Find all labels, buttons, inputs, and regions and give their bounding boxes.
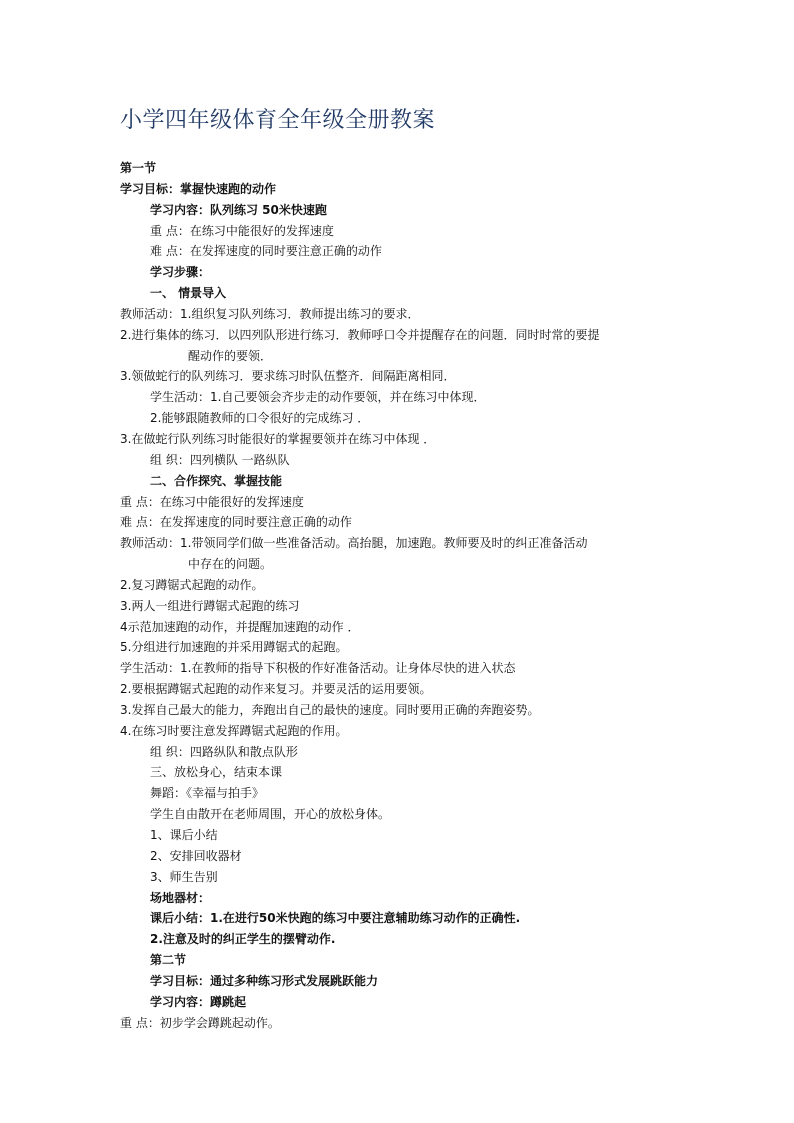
text-line: 2.能够跟随教师的口令很好的完成练习 ．	[150, 411, 370, 426]
text-line: 学生活动：1.自己要领会齐步走的动作要领，并在练习中体现．	[150, 390, 486, 405]
text-line: 教师活动：1.带领同学们做一些准备活动。高抬腿，加速跑。教师要及时的纠正准备活动	[120, 536, 588, 551]
text-line: 学习目标：掌握快速跑的动作	[120, 181, 277, 196]
text-line: 2.进行集体的练习．以四列队形进行练习．教师呼口令并提醒存在的问题．同时时常的要提	[120, 327, 600, 342]
text-line: 难 点：在发挥速度的同时要注意正确的动作	[120, 515, 352, 530]
text-line: 舞蹈：《幸福与拍手》	[150, 786, 265, 801]
text-line: 教师活动：1.组织复习队列练习．教师提出练习的要求．	[120, 306, 420, 321]
text-line: 难 点：在发挥速度的同时要注意正确的动作	[150, 244, 382, 259]
text-line: 3.发挥自己最大的能力，奔跑出自己的最快的速度。同时要用正确的奔跑姿势。	[120, 702, 540, 717]
text-line: 三、放松身心，结束本课	[150, 765, 283, 780]
text-line: 重 点：在练习中能很好的发挥速度	[150, 223, 334, 238]
text-line: 4示范加速跑的动作，并提醒加速跑的动作 ．	[120, 619, 360, 634]
text-line: 2.要根据蹲锯式起跑的动作来复习。并要灵活的运用要领。	[120, 682, 432, 697]
text-line: 3.领做蛇行的队列练习．要求练习时队伍整齐．间隔距离相同．	[120, 369, 456, 384]
text-line: 学生活动：1.在教师的指导下积极的作好准备活动。让身体尽快的进入状态	[120, 661, 516, 676]
text-line: 3、师生告别	[150, 869, 218, 884]
text-line: 5.分组进行加速跑的并采用蹲锯式的起跑。	[120, 640, 348, 655]
text-line: 组 织：四路纵队和散点队形	[150, 744, 298, 759]
text-line: 一、 情景导入	[150, 286, 227, 301]
text-line: 4.在练习时要注意发挥蹲锯式起跑的作用。	[120, 723, 348, 738]
text-line: 学习内容：蹲跳起	[150, 994, 247, 1009]
text-line: 学生自由散开在老师周围，开心的放松身体。	[150, 807, 391, 822]
document-body	[0, 158, 794, 1033]
text-line: 学习步骤：	[150, 265, 211, 280]
text-line: 学习内容：队列练习 50米快速跑	[150, 202, 327, 217]
text-line: 第一节	[120, 161, 157, 175]
text-line: 学习目标：通过多种练习形式发展跳跃能力	[150, 973, 379, 988]
text-line: 2、安排回收器材	[150, 848, 242, 863]
text-line: 中存在的问题。	[188, 557, 273, 572]
document-title: 小学四年级体育全年级全册教案	[120, 108, 436, 133]
text-line: 场地器材：	[150, 890, 211, 905]
text-line: 醒动作的要领．	[188, 348, 273, 363]
text-line: 2.复习蹲锯式起跑的动作。	[120, 577, 264, 592]
text-line: 二、合作探究、掌握技能	[150, 473, 283, 488]
text-line: 2.注意及时的纠正学生的摆臂动作.	[150, 932, 336, 947]
text-line: 重 点：初步学会蹲跳起动作。	[120, 1015, 280, 1030]
text-line: 第二节	[150, 953, 187, 968]
text-line: 组 织：四列横队 一路纵队	[150, 452, 290, 467]
text-line: 课后小结：1.在进行50米快跑的练习中要注意辅助练习动作的正确性.	[150, 911, 521, 926]
text-line: 3.在做蛇行队列练习时能很好的掌握要领并在练习中体现 ．	[120, 431, 436, 446]
text-line: 重 点：在练习中能很好的发挥速度	[120, 494, 304, 509]
text-line: 1、课后小结	[150, 828, 218, 842]
text-line: 3.两人一组进行蹲锯式起跑的练习	[120, 598, 300, 613]
